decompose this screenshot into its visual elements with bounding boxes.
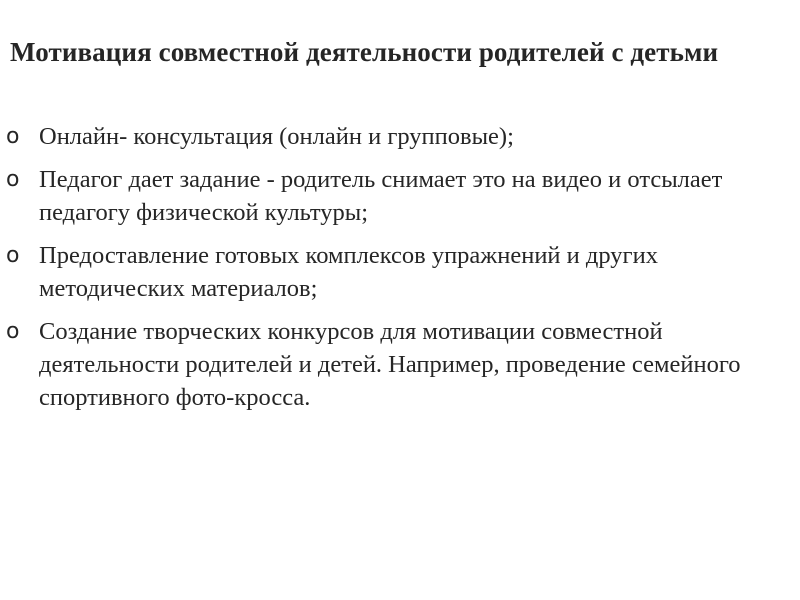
bullet-item [0, 163, 800, 229]
bullet-text: Создание творческих конкурсов для мотивации совместной деятельности родителей и детей. Например, проведение семейного спортивного фото-кросса. [39, 318, 741, 411]
bullet-text: Онлайн- консультация (онлайн и групповые); [39, 123, 514, 150]
bullet-text: Предоставление готовых комплексов упражнений и других методических материалов; [39, 242, 658, 302]
bullet-list [0, 120, 800, 424]
circle-bullet-icon: o [6, 124, 20, 149]
bullet-item [0, 120, 800, 153]
slide-title: Мотивация совместной деятельности родителей с детьми [10, 37, 719, 67]
circle-bullet-icon: o [6, 243, 20, 268]
bullet-item [0, 239, 800, 305]
bullet-item [0, 315, 800, 414]
circle-bullet-icon: o [6, 319, 20, 344]
bullet-text: Педагог дает задание - родитель снимает это на видео и отсылает педагогу физической культуры; [39, 166, 723, 226]
circle-bullet-icon: o [6, 167, 20, 192]
